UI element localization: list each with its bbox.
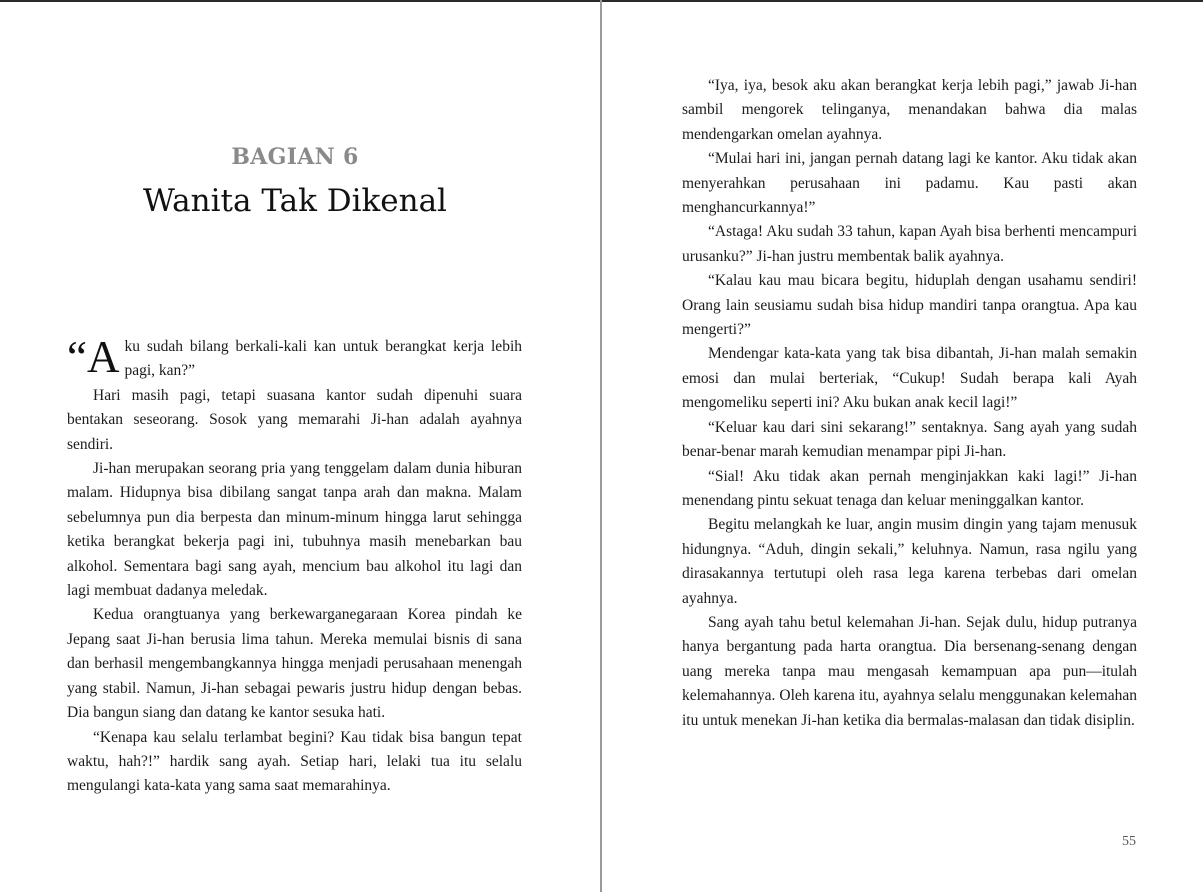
page-number: 55: [1122, 834, 1136, 849]
paragraph: Mendengar kata-kata yang tak bisa dibantah, Ji-han malah semakin emosi dan mulai berteriak, “Cukup! Sudah berapa kali Ayah mengomeliku seperti ini? Aku bukan anak kecil lagi!”: [682, 345, 1137, 412]
opening-paragraph-text: ku sudah bilang berkali-kali kan untuk berangkat kerja lebih pagi, kan?”: [124, 338, 522, 380]
paragraph: “Kenapa kau selalu terlambat begini? Kau tidak bisa bangun tepat waktu, hah?!” hardik sang ayah. Setiap hari, lelaki tua itu selalu mengulangi kata-kata yang sama saat memarahinya.: [67, 728, 522, 795]
left-page: [0, 0, 600, 892]
drop-cap: “A: [67, 332, 120, 382]
paragraph: “Keluar kau dari sini sekarang!” sentaknya. Sang ayah yang sudah benar-benar marah kemudian menampar pipi Ji-han.: [682, 418, 1137, 461]
paragraph: “Astaga! Aku sudah 33 tahun, kapan Ayah bisa berhenti mencampuri urusanku?” Ji-han justru membentak balik ayahnya.: [682, 223, 1137, 265]
paragraph: Hari masih pagi, tetapi suasana kantor sudah dipenuhi suara bentakan seseorang. Sosok yang memarahi Ji-han adalah ayahnya sendiri.: [67, 386, 522, 453]
right-page-text: [682, 74, 1137, 733]
paragraph: Sang ayah tahu betul kelemahan Ji-han. Sejak dulu, hidup putranya hanya bergantung pada harta orangtua. Dia bersenang-senang dengan uang mereka tanpa mau mengasah kemampuan apa pun—itulah kelemahannya. Oleh karena itu, ayahnya selalu menggunakan kelemahan itu untuk menekan Ji-han ketika dia bermalas-malasan dan tidak disiplin.: [682, 613, 1137, 729]
left-page-text: [67, 332, 522, 799]
right-page: [602, 0, 1203, 892]
paragraph: Begitu melangkah ke luar, angin musim dingin yang tajam menusuk hidungnya. “Aduh, dingin sekali,” keluhnya. Namun, rasa ngilu yang dirasakannya tertutupi oleh rasa lega karena terbebas dari omelan ayahnya.: [682, 516, 1137, 607]
paragraph: “Kalau kau mau bicara begitu, hiduplah dengan usahamu sendiri! Orang lain seusiamu sudah bisa hidup mandiri tanpa orangtua. Apa kau mengerti?”: [682, 272, 1137, 339]
paragraph: “Iya, iya, besok aku akan berangkat kerja lebih pagi,” jawab Ji-han sambil mengorek telinganya, menandakan bahwa dia malas mendengarkan omelan ayahnya.: [682, 77, 1137, 143]
chapter-label: BAGIAN 6: [231, 144, 359, 170]
paragraph: Ji-han merupakan seorang pria yang tenggelam dalam dunia hiburan malam. Hidupnya bisa dibilang sangat tanpa arah dan makna. Malam sebelumnya pun dia berpesta dan minum-minum hingga larut sehingga ketika berangkat bekerja pagi ini, tubuhnya masih menebarkan bau alkohol. Sementara bagi sang ayah, mencium bau alkohol itu lagi dan lagi membuat dadanya meledak.: [67, 460, 522, 600]
paragraph: “Sial! Aku tidak akan pernah menginjakkan kaki lagi!” Ji-han menendang pintu sekuat tenaga dan keluar meninggalkan kantor.: [682, 467, 1137, 509]
chapter-title: Wanita Tak Dikenal: [143, 183, 447, 219]
opening-paragraph: [67, 332, 522, 384]
paragraph: Kedua orangtuanya yang berkewarganegaraan Korea pindah ke Jepang saat Ji-han berusia lima tahun. Mereka memulai bisnis di sana dan berhasil mengembangkannya hingga menjadi perusahaan menengah yang stabil. Namun, Ji-han sebagai pewaris justru hidup dengan bebas. Dia bangun siang dan datang ke kantor sesuka hati.: [67, 606, 522, 722]
paragraph: “Mulai hari ini, jangan pernah datang lagi ke kantor. Aku tidak akan menyerahkan perusahaan ini padamu. Kau pasti akan menghancurkannya!”: [682, 150, 1137, 217]
